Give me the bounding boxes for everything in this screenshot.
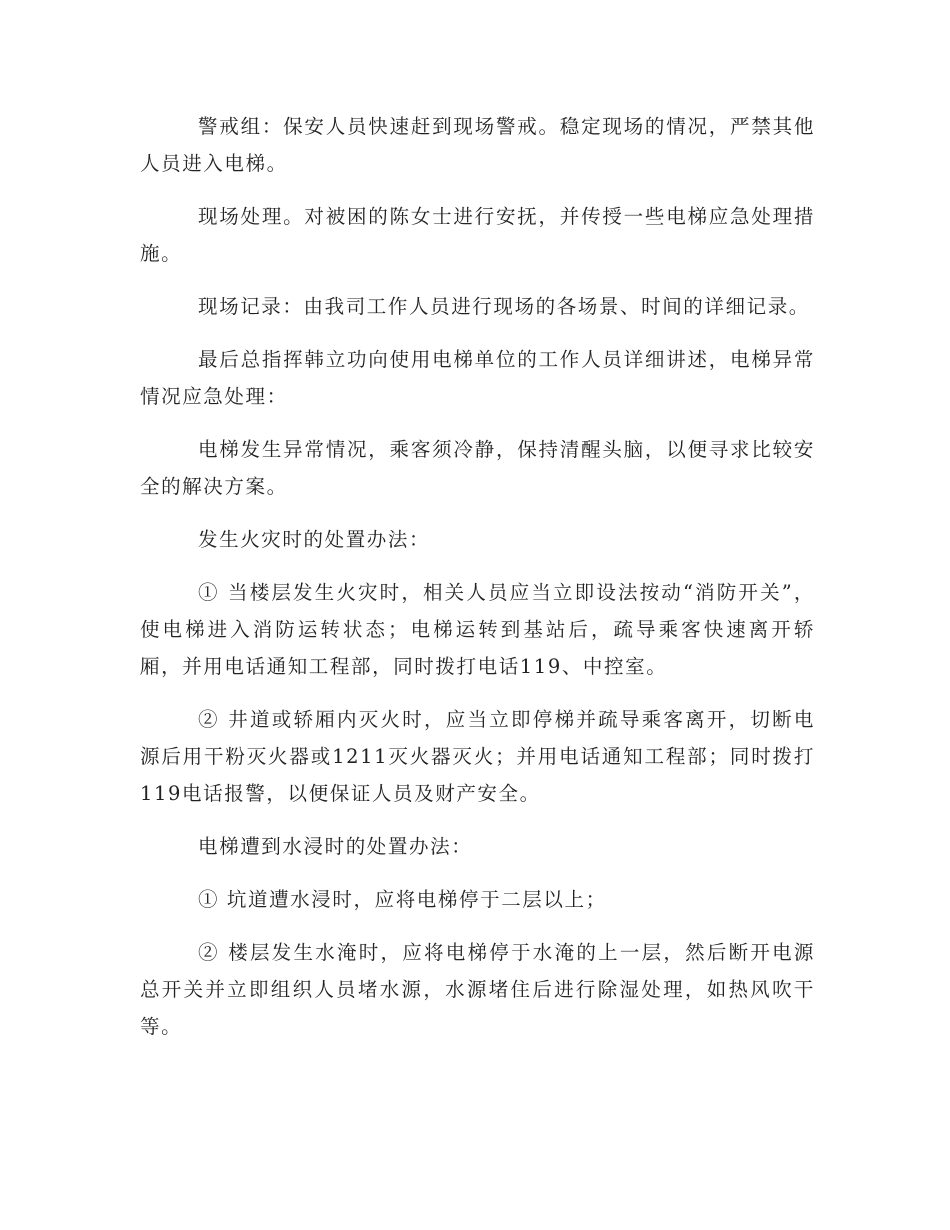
heading-flood-procedure: 电梯遭到水浸时的处置办法： bbox=[198, 835, 473, 858]
paragraph-guard-team: 警戒组：保安人员快速赶到现场警戒。稳定现场的情况，严禁其他人员进入电梯。 bbox=[140, 115, 815, 175]
paragraph-flood-step-2: ② 楼层发生水淹时，应将电梯停于水淹的上一层，然后断开电源总开关并立即组织人员堵水源，水源堵住后进行除湿处理，如热风吹干等。 bbox=[140, 941, 815, 1038]
paragraph-fire-step-1: ① 当楼层发生火灾时，相关人员应当立即设法按动“消防开关”，使电梯进入消防运转状态；电梯运转到基站后，疏导乘客快速离开轿厢，并用电话通知工程部，同时拨打电话119、中控室。 bbox=[140, 581, 815, 678]
paragraph-stay-calm: 电梯发生异常情况，乘客须冷静，保持清醒头脑，以便寻求比较安全的解决方案。 bbox=[140, 438, 815, 498]
paragraph-fire-step-2: ② 井道或轿厢内灭火时，应当立即停梯并疏导乘客离开，切断电源后用干粉灭火器或1211灭火器灭火；并用电话通知工程部；同时拨打119电话报警，以便保证人员及财产安全。 bbox=[140, 708, 815, 805]
paragraph-onsite-handling: 现场处理。对被困的陈女士进行安抚，并传授一些电梯应急处理措施。 bbox=[140, 205, 815, 265]
paragraph-commander-briefing: 最后总指挥韩立功向使用电梯单位的工作人员详细讲述，电梯异常情况应急处理： bbox=[140, 348, 815, 408]
paragraph-onsite-record: 现场记录：由我司工作人员进行现场的各场景、时间的详细记录。 bbox=[198, 295, 810, 318]
heading-fire-procedure: 发生火灾时的处置办法： bbox=[198, 528, 431, 551]
paragraph-flood-step-1: ① 坑道遭水浸时，应将电梯停于二层以上； bbox=[198, 888, 607, 911]
document-body bbox=[140, 108, 815, 1061]
